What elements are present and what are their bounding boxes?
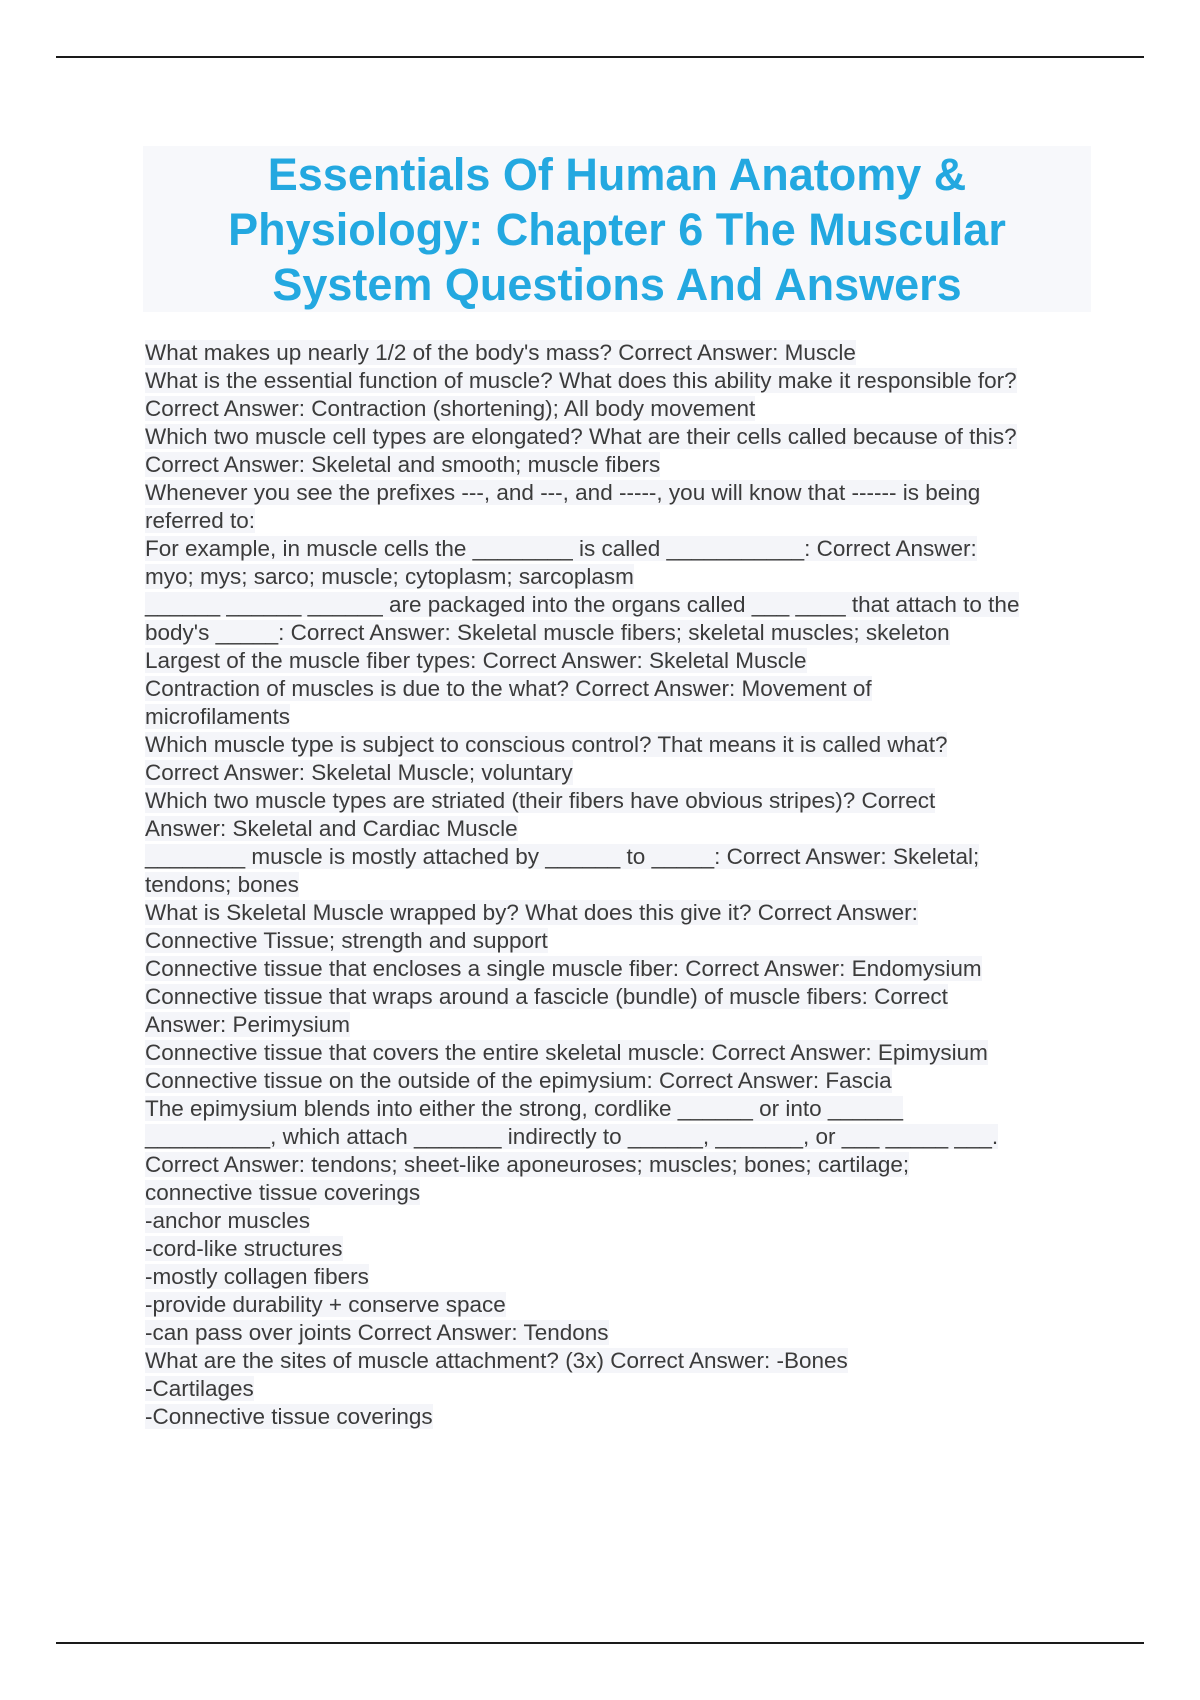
top-divider — [56, 56, 1144, 58]
text-line: Correct Answer: Skeletal Muscle; voluntary — [145, 760, 573, 785]
text-line: The epimysium blends into either the strong, cordlike ______ or into ______ — [145, 1096, 903, 1121]
text-line: myo; mys; sarco; muscle; cytoplasm; sarcoplasm — [145, 564, 634, 589]
title-line-1: Essentials Of Human Anatomy & — [267, 148, 967, 200]
text-line: What makes up nearly 1/2 of the body's mass? Correct Answer: Muscle — [145, 340, 856, 365]
text-line: ________ muscle is mostly attached by ______ to _____: Correct Answer: Skeletal; — [145, 844, 980, 869]
text-line: Which two muscle cell types are elongated? What are their cells called because of this? — [145, 424, 1017, 449]
text-line: Connective tissue that covers the entire skeletal muscle: Correct Answer: Epimysium — [145, 1040, 988, 1065]
text-line: microfilaments — [145, 704, 291, 729]
text-line: -Cartilages — [145, 1376, 254, 1401]
text-line: Connective tissue that wraps around a fascicle (bundle) of muscle fibers: Correct — [145, 984, 948, 1009]
text-line: Contraction of muscles is due to the what? Correct Answer: Movement of — [145, 676, 872, 701]
text-line: Connective tissue on the outside of the epimysium: Correct Answer: Fascia — [145, 1068, 892, 1093]
text-line: -mostly collagen fibers — [145, 1264, 369, 1289]
text-line: -can pass over joints Correct Answer: Tendons — [145, 1320, 609, 1345]
text-line: Correct Answer: tendons; sheet-like aponeuroses; muscles; bones; cartilage; — [145, 1152, 910, 1177]
document-title — [228, 147, 1006, 312]
text-line: Which muscle type is subject to conscious control? That means it is called what? — [145, 732, 948, 757]
text-line: What is Skeletal Muscle wrapped by? What does this give it? Correct Answer: — [145, 900, 918, 925]
text-line: -Connective tissue coverings — [145, 1404, 433, 1429]
text-line: connective tissue coverings — [145, 1180, 421, 1205]
text-line: __________, which attach _______ indirectly to ______, _______, or ___ _____ ___. — [145, 1124, 999, 1149]
text-line: referred to: — [145, 508, 256, 533]
text-line: Largest of the muscle fiber types: Correct Answer: Skeletal Muscle — [145, 648, 807, 673]
text-line: For example, in muscle cells the ________ is called ___________: Correct Answer: — [145, 536, 977, 561]
text-line: Connective tissue that encloses a single muscle fiber: Correct Answer: Endomysium — [145, 956, 982, 981]
text-line: -anchor muscles — [145, 1208, 311, 1233]
text-line: Answer: Perimysium — [145, 1012, 351, 1037]
qa-body — [145, 339, 1090, 1431]
text-line: body's _____: Correct Answer: Skeletal muscle fibers; skeletal muscles; skeleton — [145, 620, 950, 645]
text-line: What is the essential function of muscle? What does this ability make it responsible for? — [145, 368, 1017, 393]
text-line: Connective Tissue; strength and support — [145, 928, 548, 953]
title-line-3: System Questions And Answers — [272, 258, 962, 310]
text-line: Correct Answer: Contraction (shortening); All body movement — [145, 396, 756, 421]
text-line: Which two muscle types are striated (their fibers have obvious stripes)? Correct — [145, 788, 936, 813]
text-line: -cord-like structures — [145, 1236, 343, 1261]
bottom-divider — [56, 1642, 1144, 1644]
text-line: Correct Answer: Skeletal and smooth; muscle fibers — [145, 452, 661, 477]
text-line: ______ ______ ______ are packaged into the organs called ___ ____ that attach to the — [145, 592, 1020, 617]
title-banner — [143, 146, 1091, 312]
text-line: Answer: Skeletal and Cardiac Muscle — [145, 816, 518, 841]
text-line: -provide durability + conserve space — [145, 1292, 506, 1317]
text-line: tendons; bones — [145, 872, 299, 897]
text-line: What are the sites of muscle attachment? (3x) Correct Answer: -Bones — [145, 1348, 848, 1373]
title-line-2: Physiology: Chapter 6 The Muscular — [228, 203, 1006, 255]
text-line: Whenever you see the prefixes ---, and ---, and -----, you will know that ------ is being — [145, 480, 981, 505]
